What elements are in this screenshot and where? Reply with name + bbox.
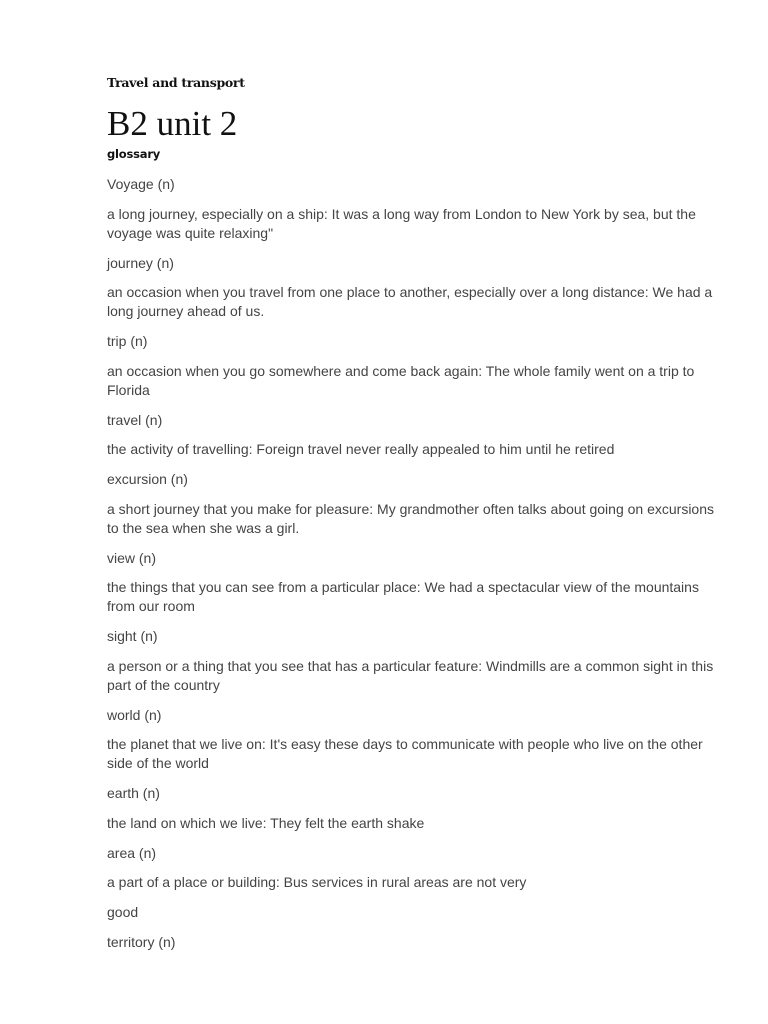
glossary-term: trip (n) bbox=[107, 333, 148, 349]
document-title: B2 unit 2 bbox=[107, 104, 238, 143]
glossary-term: journey (n) bbox=[107, 254, 174, 271]
glossary-definition: an occasion when you travel from one place to another, especially over a long distance: We had a long journey ahead of us. bbox=[107, 284, 713, 319]
glossary-term: territory (n) bbox=[107, 933, 176, 950]
glossary-definition: the land on which we live: They felt the earth shake bbox=[107, 814, 425, 831]
glossary-term: area (n) bbox=[107, 844, 157, 861]
document-subtitle: glossary bbox=[107, 147, 161, 161]
glossary-term: earth (n) bbox=[107, 785, 160, 801]
glossary-term: good bbox=[107, 904, 139, 920]
glossary-term: view (n) bbox=[107, 549, 157, 566]
glossary-definition: the planet that we live on: It's easy these days to communicate with people who live on the other side of the world bbox=[107, 736, 703, 771]
glossary-definition: the things that you can see from a particular place: We had a spectacular view of the mountains from our room bbox=[107, 579, 699, 614]
document-pre-title: Travel and transport bbox=[107, 75, 245, 90]
glossary-definition: a short journey that you make for pleasure: My grandmother often talks about going on excursions to the sea when she was a girl. bbox=[107, 500, 715, 536]
glossary-definition: a long journey, especially on a ship: It was a long way from London to New York by sea, but the voyage was quite relaxing" bbox=[107, 205, 696, 241]
glossary-definition: a person or a thing that you see that has a particular feature: Windmills are a common sight in this part of the country bbox=[107, 657, 714, 693]
glossary-term: Voyage (n) bbox=[107, 176, 175, 192]
glossary-definition: the activity of travelling: Foreign travel never really appealed to him until he retired bbox=[107, 441, 615, 457]
glossary-definition: an occasion when you go somewhere and come back again: The whole family went on a trip to Florida bbox=[107, 362, 695, 398]
glossary-term: travel (n) bbox=[107, 411, 163, 428]
glossary-definition: a part of a place or building: Bus services in rural areas are not very bbox=[107, 874, 527, 890]
glossary-list bbox=[107, 175, 717, 962]
glossary-term: sight (n) bbox=[107, 628, 158, 644]
glossary-term: excursion (n) bbox=[107, 471, 188, 487]
glossary-term: world (n) bbox=[107, 706, 162, 723]
